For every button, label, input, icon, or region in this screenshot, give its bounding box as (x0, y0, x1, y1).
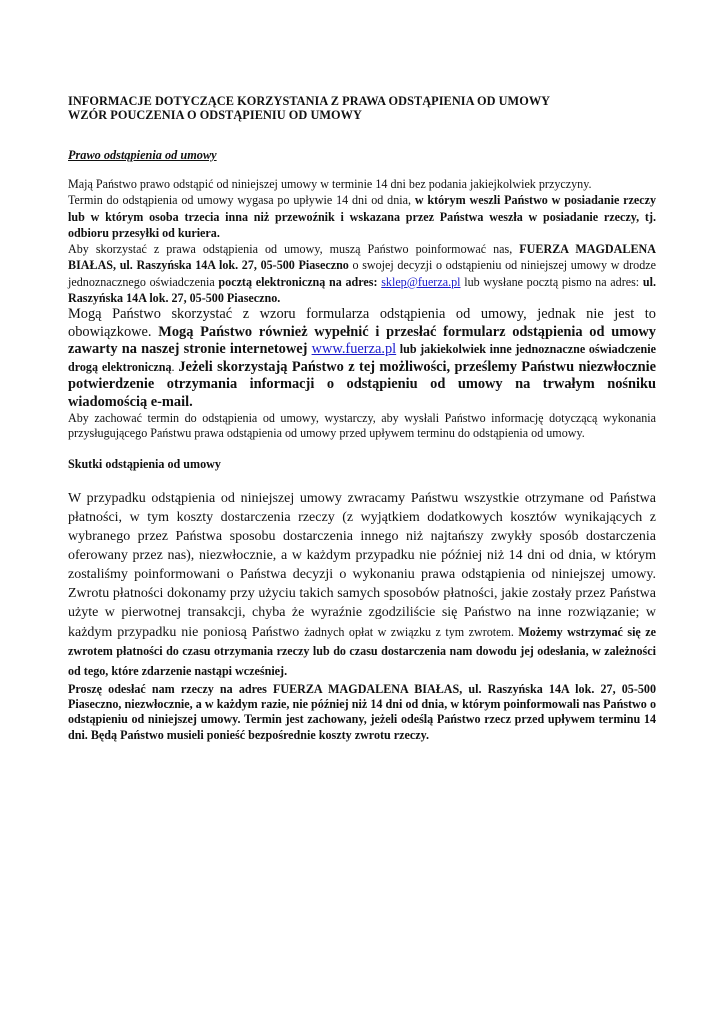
title-line-1: INFORMACJE DOTYCZĄCE KORZYSTANIA Z PRAWA ODSTĄPIENIA OD UMOWY (68, 94, 551, 108)
postal-address: ul. Raszyńska 14A lok. 27, 05-500 Piaseczno. (68, 274, 656, 306)
paragraph-deadline: Termin do odstąpienia od umowy wygasa po upływie 14 dni od dnia, w którym weszli Państwo w posiadanie rzeczy lub w którym osoba trzecia inna niż przewoźnik i wskazana przez Państwa weszła w posiadanie rzeczy, tj. odbioru przesyłki od kuriera. (68, 193, 657, 240)
email-link[interactable]: sklep@fuerza.pl (381, 274, 461, 289)
document-title (68, 94, 656, 122)
section-heading-effects: Skutki odstąpienia od umowy (68, 457, 221, 472)
paragraph-keep-deadline: Aby zachować termin do odstąpienia od umowy, wystarczy, aby wysłali Państwo informację dotyczącą wykonania przysługującego Państwu prawa odstąpienia od umowy przed upływem terminu do odstąpienia od umowy. (68, 411, 656, 441)
section-effects (68, 490, 656, 742)
company-name: FUERZA MAGDALENA BIAŁAS, ul. Raszyńska 14A lok. 27, 05-500 Piaseczno (68, 242, 656, 273)
section-withdrawal-right (68, 176, 656, 441)
paragraph-return-goods: Proszę odesłać nam rzeczy na adres FUERZA MAGDALENA BIAŁAS, ul. Raszyńska 14A lok. 27, 05-500 Piaseczno, niezwłocznie, a w każdym razie, nie później niż 14 dni od dnia, w którym poinformowali nas Państwo o odstąpieniu od niniejszej umowy. Termin jest zachowany, jeżeli odeślą Państwo rzecz przed upływem terminu 14 dni. Będą Państwo musieli ponieść bezpośrednie koszty zwrotu rzeczy. (68, 682, 656, 742)
section-heading-withdrawal-right: Prawo odstąpienia od umowy (68, 148, 217, 162)
paragraph-withdrawal-period: Mają Państwo prawo odstąpić od niniejszej umowy w terminie 14 dni bez podania jakiejkolwiek przyczyny. (68, 177, 592, 191)
paragraph-how-to-inform: Aby skorzystać z prawa odstąpienia od umowy, muszą Państwo poinformować nas, FUERZA MAGDALENA BIAŁAS, ul. Raszyńska 14A lok. 27, 05-500 Piaseczno o swojej decyzji o odstąpieniu od niniejszej umowy w drodze jednoznacznego oświadczenia pocztą elektroniczną na adres: sklep@fuerza.pl lub wysłane pocztą pismo na adres: ul. Raszyńska 14A lok. 27, 05-500 Piaseczno. (68, 242, 656, 306)
title-line-2: WZÓR POUCZENIA O ODSTĄPIENIU OD UMOWY (68, 108, 362, 122)
paragraph-form-usage: Mogą Państwo skorzystać z wzoru formularza odstąpienia od umowy, jednak nie jest to obowiązkowe. Mogą Państwo również wypełnić i przesłać formularz odstąpienia od umowy zawarty na naszej stronie internetowej www.fuerza.pl lub jakiekolwiek inne jednoznaczne oświadczenie drogą elektroniczną. Jeżeli skorzystają Państwo z tej możliwości, prześlemy Państwu niezwłocznie potwierdzenie otrzymania informacji o odstąpieniu od umowy na trwałym nośniku wiadomością e-mail. (68, 306, 657, 410)
paragraph-refund: W przypadku odstąpienia od niniejszej umowy zwracamy Państwu wszystkie otrzymane od Państwa płatności, w tym koszty dostarczenia rzeczy (z wyjątkiem dodatkowych kosztów wynikających z wybranego przez Państwa sposobu dostarczenia innego niż najtańszy zwykły sposób dostarczenia oferowany przez nas), niezwłocznie, a w każdym przypadku nie później niż 14 dni od dnia, w którym zostaliśmy poinformowani o Państwa decyzji o wykonaniu prawa odstąpienia od niniejszej umowy. Zwrotu płatności dokonamy przy użyciu takich samych sposobów płatności, jakie zostały przez Państwa użyte w pierwotnej transakcji, chyba że wyraźnie zgodziliście się Państwo na inne rozwiązanie; w każdym przypadku nie poniosą Państwo żadnych opłat w związku z tym zwrotem. Możemy wstrzymać się ze zwrotem płatności do czasu otrzymania rzeczy lub do czasu dostarczenia nam dowodu jej odesłania, w zależności od tego, które zdarzenie nastąpi wcześniej. (68, 491, 656, 679)
website-link[interactable]: www.fuerza.pl (311, 341, 397, 358)
